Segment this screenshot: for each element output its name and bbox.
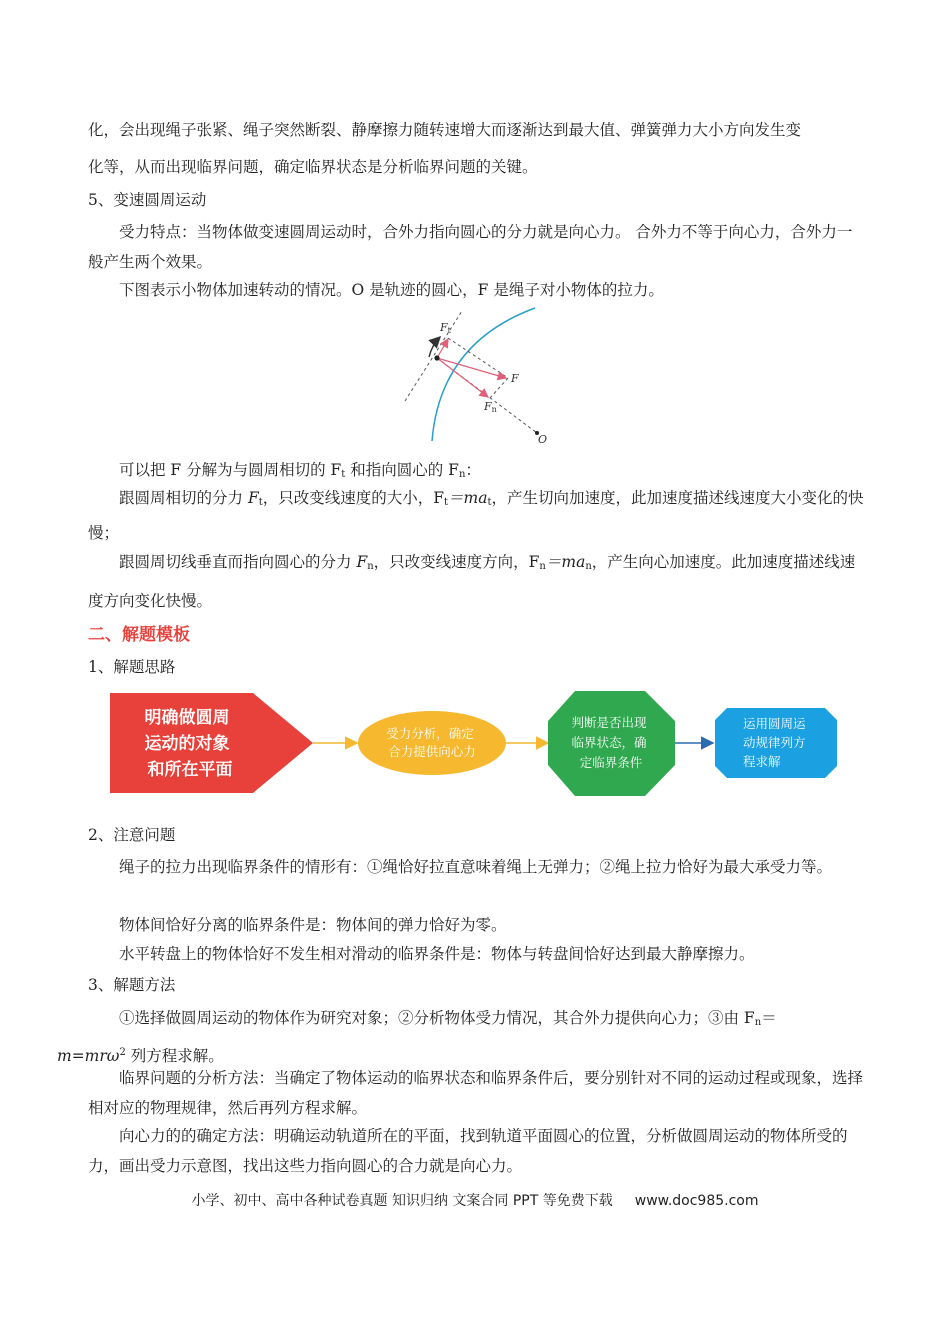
f-arrow [437,358,506,378]
section-2-3-heading: 3、解题方法 [88,976,176,994]
section-2-1-heading: 1、解题思路 [88,658,176,676]
label-ft: Ft [440,321,451,335]
fn-dashed-line [490,378,508,398]
method-paragraph-1 [57,1003,864,1071]
force-diagram [400,303,570,453]
text-span: 可以把 F 分解为与圆周相切的 F [119,461,342,479]
text-span: ： [465,461,481,479]
flow-step-2-text: 受力分析，确定 合力提供向心力 [386,726,476,759]
text-span: ①选择做圆周运动的物体作为研究对象；②分析物体受力情况，其合外力提供向心力；③由 F [119,1009,755,1027]
subscript: t [444,497,449,508]
label-f: F [511,372,519,385]
subscript: n [539,561,546,572]
flow-step-4-text: 运用圆周运 动规律列方 程求解 [743,716,806,769]
subscript: t [341,469,346,480]
tangent-force-paragraph [88,483,864,548]
text-span: ，产生向心加速度。此加速度描述线速度方向变化快慢。 [88,553,856,610]
attention-paragraph-3: 水平转盘上的物体恰好不发生相对滑动的临界条件是：物体与转盘间恰好达到最大静摩擦力。 [119,945,755,963]
superscript: 2 [119,1047,126,1058]
text-span: 和指向圆心的 F [345,461,459,479]
text-line: 化等，从而出现临界问题，确定临界状态是分析临界问题的关键。 [88,158,538,176]
method-paragraph-3: 向心力的的确定方法：明确运动轨道所在的平面，找到轨道平面圆心的位置，分析做圆周运动的物体所受的力，画出受力示意图，找出这些力指向圆心的合力就是向心力。 [88,1127,848,1175]
section-2-title: 二、解题模板 [88,625,190,645]
subscript: t [258,497,263,508]
text-span: ，产生切向加速度，此加速度描述线速度大小变化的快慢； [88,489,864,542]
solution-flowchart [105,688,845,803]
equation: ＝ma [448,489,488,507]
text-line: 化，会出现绳子张紧、绳子突然断裂、静摩擦力随转速增大而逐渐达到最大值、弹簧弹力大小方向发生变 [88,121,802,139]
flow-step-1-text: 明确做圆周 运动的对象 和所在平面 [144,708,233,780]
flow-step-2-shape [358,711,506,775]
force-feature-paragraph: 受力特点：当物体做变速圆周运动时，合外力指向圆心的分力就是向心力。 合外力不等于向心力，合外力一般产生两个效果。 [88,223,853,271]
subscript: n [458,469,466,480]
equation: m=mrω [57,1047,120,1066]
text-span: ，只改变线速度方向，F [373,553,540,571]
fn-arrow [437,358,488,397]
subscript: n [585,561,592,572]
figure-intro-paragraph: 下图表示小物体加速转动的情况。O 是轨迹的圆心，F 是绳子对小物体的拉力。 [119,281,664,299]
section-5-heading: 5、变速圆周运动 [88,191,207,209]
equation: ＝ma [545,553,586,571]
ft-dashed-line [448,338,508,378]
footer-text: 小学、初中、高中各种试卷真题 知识归纳 文案合同 PPT 等免费下载 [191,1193,613,1209]
normal-force-paragraph [88,545,864,618]
attention-paragraph-2: 物体间恰好分离的临界条件是：物体间的弹力恰好为零。 [119,916,507,934]
page-footer [0,1190,950,1210]
subscript: n [754,1017,762,1028]
method-paragraph-2: 临界问题的分析方法：当确定了物体运动的临界状态和临界条件后，要分别针对不同的运动过程或现象，选择相对应的物理规律，然后再列方程求解。 [88,1069,864,1117]
text-span: 列方程求解。 [125,1047,224,1066]
text-span: 跟圆周相切的分力 [119,489,248,507]
footer-url[interactable]: www.doc985.com [634,1193,759,1209]
text-span: ，只改变线速度的大小，F [262,489,444,507]
label-o: O [538,433,548,446]
symbol: F [356,553,368,571]
label-fn: Fn [484,400,497,414]
text-span: 跟圆周切线垂直而指向圆心的分力 [119,553,357,571]
attention-paragraph-1: 绳子的拉力出现临界条件的情形有：①绳恰好拉直意味着绳上无弹力；②绳上拉力恰好为最大承受力等。 [119,858,833,876]
object-dot [434,355,439,360]
flow-step-3-text: 判断是否出现 临界状态，确 定临界条件 [571,715,647,770]
tangent-dashed-line [405,311,462,401]
symbol: F [247,489,259,507]
subscript: n [367,561,374,572]
section-2-2-heading: 2、注意问题 [88,826,176,844]
paragraph-continuation [88,115,864,189]
text-span: ＝ [761,1009,777,1027]
subscript: t [487,497,492,508]
